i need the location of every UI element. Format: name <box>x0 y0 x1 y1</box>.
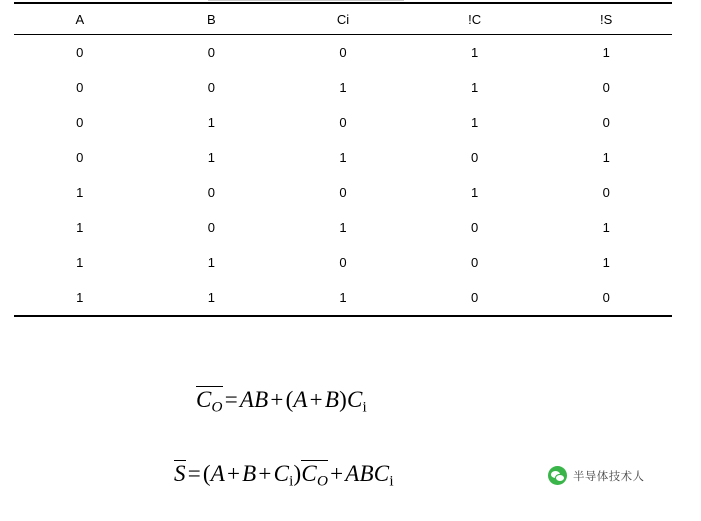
table-row <box>14 175 672 210</box>
eq1-var-c: C <box>346 387 363 412</box>
eq2-term-abc: ABC <box>345 461 390 486</box>
column-header-a: A <box>14 3 146 35</box>
table-row <box>14 105 672 140</box>
cell-notc: 1 <box>470 115 479 130</box>
cell-a: 1 <box>76 255 84 270</box>
eq1-term-ab: AB <box>239 387 269 412</box>
cell-a: 0 <box>76 115 84 130</box>
eq2-plus-3: + <box>330 461 344 486</box>
eq1-sub-i: i <box>362 398 367 416</box>
cell-notc: 0 <box>409 280 541 316</box>
cell-notc: 0 <box>470 255 479 270</box>
table-header-row <box>14 3 672 35</box>
cell-notc: 1 <box>470 80 479 95</box>
column-header-ci: Ci <box>277 3 409 35</box>
column-header-b: B <box>146 3 278 35</box>
cell-b: 0 <box>207 220 215 235</box>
table-row <box>14 70 672 105</box>
cell-a: 1 <box>76 220 84 235</box>
column-header-nots: !S <box>540 3 672 35</box>
cell-nots: 0 <box>602 115 610 130</box>
eq1-close-paren: ) <box>339 387 347 412</box>
cell-nots: 1 <box>602 220 610 235</box>
eq1-lhs-var: C <box>196 387 212 412</box>
truth-table-container <box>14 2 672 317</box>
cell-b: 0 <box>207 80 215 95</box>
cell-ci: 1 <box>277 280 409 316</box>
cell-nots: 1 <box>602 150 610 165</box>
cell-b: 1 <box>207 150 215 165</box>
eq2-plus-2: + <box>258 461 272 486</box>
table-row <box>14 280 672 316</box>
eq2-close-paren: ) <box>293 461 302 486</box>
wechat-account-name: 半导体技术人 <box>573 470 645 483</box>
wechat-logo-icon <box>548 466 567 485</box>
eq2-co-var: C <box>301 461 317 486</box>
cell-ci: 1 <box>339 220 347 235</box>
eq1-equals: = <box>224 387 238 412</box>
cell-a: 0 <box>76 80 84 95</box>
cell-ci: 1 <box>339 150 347 165</box>
eq1-plus-2: + <box>309 387 323 412</box>
cell-a: 0 <box>76 45 84 60</box>
table-row <box>14 245 672 280</box>
cell-a: 0 <box>76 150 84 165</box>
cell-nots: 1 <box>602 45 610 60</box>
cell-ci: 0 <box>339 115 347 130</box>
cell-a: 1 <box>76 185 84 200</box>
cell-ci: 0 <box>339 185 347 200</box>
cell-b: 1 <box>207 115 215 130</box>
equation-sum <box>174 460 394 490</box>
eq2-co-overline <box>301 460 328 489</box>
cell-notc: 1 <box>470 45 479 60</box>
cell-notc: 0 <box>470 150 479 165</box>
eq2-abc-sub-i: i <box>389 472 394 490</box>
cell-nots: 0 <box>540 280 672 316</box>
eq2-var-a: A <box>210 461 225 486</box>
table-row <box>14 210 672 245</box>
cell-nots: 0 <box>602 185 610 200</box>
eq1-var-a: A <box>293 387 308 412</box>
table-row <box>14 35 672 71</box>
wechat-account-badge <box>548 466 644 485</box>
eq2-equals: = <box>187 461 201 486</box>
truth-table-header <box>14 3 672 35</box>
eq1-var-b: B <box>324 387 340 412</box>
eq2-open-paren: ( <box>202 461 211 486</box>
cell-b: 0 <box>207 45 215 60</box>
eq2-sub-i: i <box>289 472 294 490</box>
eq2-lhs-overline <box>174 460 186 486</box>
table-row <box>14 140 672 175</box>
cell-notc: 1 <box>470 185 479 200</box>
eq2-co-sub: O <box>316 472 329 490</box>
cell-ci: 1 <box>339 80 347 95</box>
eq2-plus-1: + <box>226 461 241 486</box>
eq1-lhs-overline <box>196 386 223 415</box>
cell-ci: 0 <box>339 45 347 60</box>
cell-a: 1 <box>14 280 146 316</box>
truth-table-body <box>14 35 672 317</box>
eq1-lhs-sub: O <box>211 398 223 416</box>
eq2-var-b: B <box>242 461 257 486</box>
cell-b: 0 <box>207 185 215 200</box>
eq1-plus: + <box>270 387 284 412</box>
cell-ci: 0 <box>339 255 347 270</box>
eq2-var-c: C <box>273 461 290 486</box>
cell-b: 1 <box>207 255 215 270</box>
eq2-lhs-var: S <box>174 461 186 486</box>
eq1-open-paren: ( <box>285 387 294 412</box>
cell-notc: 0 <box>470 220 479 235</box>
column-header-notc: !C <box>409 3 541 35</box>
truth-table <box>14 2 672 317</box>
cell-nots: 1 <box>602 255 610 270</box>
equation-carry-out <box>196 386 367 416</box>
cell-nots: 0 <box>602 80 610 95</box>
top-rule-artifact <box>208 0 404 1</box>
cell-b: 1 <box>146 280 278 316</box>
